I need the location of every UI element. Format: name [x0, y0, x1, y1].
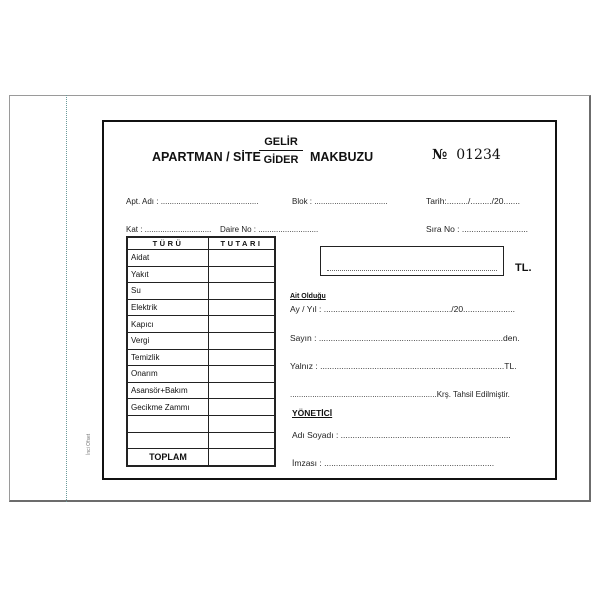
- receipt-frame: [102, 120, 557, 480]
- row-amount[interactable]: [209, 283, 276, 300]
- table-row: [127, 415, 275, 432]
- kat-field[interactable]: Kat : ..............................: [126, 225, 212, 234]
- table-row: [127, 349, 275, 366]
- printer-mark: İnci Ofset: [86, 433, 92, 455]
- ait-oldugu-label: Ait Olduğu: [290, 293, 326, 300]
- items-table: [126, 236, 276, 467]
- row-type: Su: [127, 283, 209, 300]
- row-type: Elektrik: [127, 299, 209, 316]
- row-type[interactable]: [127, 432, 209, 449]
- table-row: [127, 250, 275, 267]
- header-turu: TÜRÜ: [127, 237, 209, 250]
- tarih-field[interactable]: Tarih:........./........./20.......: [426, 196, 521, 206]
- ay-yil-field[interactable]: Ay / Yıl : ....................................................../20......................: [290, 304, 515, 314]
- row-amount[interactable]: [209, 366, 276, 383]
- total-label: TOPLAM: [127, 449, 209, 466]
- row-type: Temizlik: [127, 349, 209, 366]
- table-row: [127, 283, 275, 300]
- row-amount[interactable]: [209, 266, 276, 283]
- row-amount[interactable]: [209, 382, 276, 399]
- row-amount[interactable]: [209, 432, 276, 449]
- table-row: [127, 432, 275, 449]
- amount-line: [327, 270, 497, 271]
- table-row: [127, 332, 275, 349]
- table-total-row: [127, 449, 275, 466]
- row-type: Asansör+Bakım: [127, 382, 209, 399]
- title-gelir: GELİR: [259, 136, 303, 151]
- receipt-number: [432, 147, 501, 163]
- row-type: Vergi: [127, 332, 209, 349]
- table-row: [127, 366, 275, 383]
- receipt-number-value: 01234: [456, 147, 501, 163]
- yalniz-field[interactable]: Yalnız : ..............................................................................TL.: [290, 361, 517, 371]
- row-type: Gecikme Zammı: [127, 399, 209, 416]
- table-header-row: [127, 237, 275, 250]
- table-row: [127, 399, 275, 416]
- row-amount[interactable]: [209, 415, 276, 432]
- row-amount[interactable]: [209, 349, 276, 366]
- row-amount[interactable]: [209, 299, 276, 316]
- row-amount[interactable]: [209, 332, 276, 349]
- title-fraction: [259, 136, 303, 166]
- yonetici-label: YÖNETİCİ: [292, 408, 333, 418]
- row-type: Kapıcı: [127, 316, 209, 333]
- table-row: [127, 266, 275, 283]
- row-type: Onarım: [127, 366, 209, 383]
- blok-field[interactable]: Blok : .................................: [292, 197, 388, 206]
- table-row: [127, 382, 275, 399]
- amount-box[interactable]: [320, 246, 504, 276]
- daire-no-field[interactable]: Daire No : ...........................: [220, 225, 319, 234]
- row-type: Yakıt: [127, 266, 209, 283]
- kurus-field[interactable]: ..................................................................Krş. Tahsil Edilmiştir.: [290, 390, 510, 399]
- row-amount[interactable]: [209, 250, 276, 267]
- amount-currency: TL.: [515, 262, 532, 274]
- numero-icon: №: [432, 147, 448, 163]
- sayin-field[interactable]: Sayın : ..............................................................................den.: [290, 333, 520, 343]
- imzasi-field[interactable]: İmzası : ........................................................................: [292, 458, 495, 468]
- row-type[interactable]: [127, 415, 209, 432]
- row-type: Aidat: [127, 250, 209, 267]
- total-amount[interactable]: [209, 449, 276, 466]
- adi-soyadi-field[interactable]: Adı Soyadı : ........................................................................: [292, 430, 511, 440]
- row-amount[interactable]: [209, 399, 276, 416]
- sira-no-field[interactable]: Sıra No : ............................: [426, 224, 529, 234]
- perforation-line: [66, 95, 67, 502]
- table-row: [127, 299, 275, 316]
- apt-adi-field[interactable]: Apt. Adı : ............................................: [126, 197, 259, 206]
- title-left: APARTMAN / SİTE: [152, 150, 261, 164]
- title-right: MAKBUZU: [310, 150, 374, 164]
- table-row: [127, 316, 275, 333]
- header-tutari: TUTARI: [209, 237, 276, 250]
- row-amount[interactable]: [209, 316, 276, 333]
- title-gider: GİDER: [263, 154, 299, 166]
